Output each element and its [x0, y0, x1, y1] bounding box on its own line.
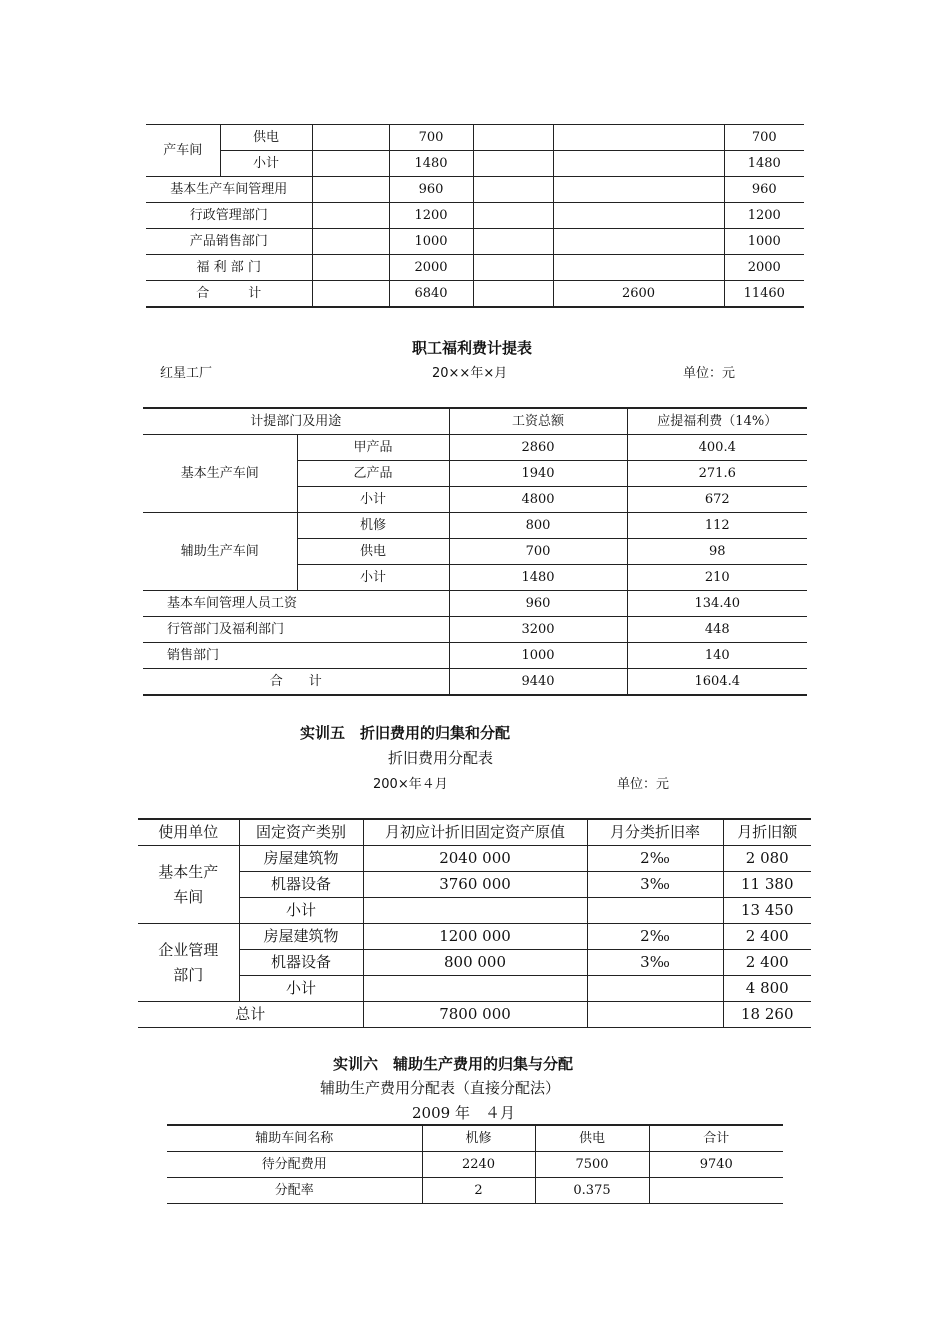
column-header: 供电 [535, 1125, 649, 1152]
table-row [146, 125, 804, 151]
row-label: 销售部门 [143, 643, 449, 669]
group-label-line: 部门 [173, 965, 204, 984]
depreciation-unit: 单位：元 [617, 777, 670, 792]
category-cell: 机器设备 [239, 872, 363, 898]
table-row [146, 177, 804, 203]
cell [553, 177, 724, 203]
cell: 1200 [389, 203, 473, 229]
fee-cell: 112 [627, 513, 807, 539]
company-name: 红星工厂 [160, 366, 213, 381]
row-label: 福 利 部 门 [146, 255, 312, 281]
auxiliary-date: 2009 年 ４月 [412, 1104, 515, 1122]
section-title-5: 实训五 折旧费用的归集和分配 [300, 724, 511, 742]
row-label: 供电 [220, 125, 312, 151]
cell: 2000 [724, 255, 804, 281]
table-row [167, 1152, 783, 1178]
cell [312, 255, 389, 281]
table-header-row [167, 1125, 783, 1152]
table-row [138, 950, 811, 976]
auxiliary-table-title: 辅助生产费用分配表（直接分配法） [320, 1079, 561, 1097]
table-row [138, 846, 811, 872]
auxiliary-allocation-table [167, 1124, 783, 1204]
allocation-table-continued [146, 124, 804, 308]
cell [553, 229, 724, 255]
fee-cell: 210 [627, 565, 807, 591]
row-label: 行管部门及福利部门 [143, 617, 449, 643]
wage-cell: 4800 [449, 487, 627, 513]
group-label-line: 基本生产 [158, 862, 219, 881]
welfare-table-title: 职工福利费计提表 [412, 339, 533, 357]
row-label: 基本生产车间管理用 [146, 177, 312, 203]
section-title-6: 实训六 辅助生产费用的归集与分配 [333, 1055, 574, 1073]
fee-cell: 1604.4 [627, 669, 807, 696]
wage-cell: 800 [449, 513, 627, 539]
column-header: 合计 [649, 1125, 783, 1152]
column-header: 月初应计折旧固定资产原值 [363, 819, 587, 846]
rate-cell [587, 1002, 723, 1028]
column-header: 工资总额 [449, 408, 627, 435]
cell [312, 203, 389, 229]
wage-cell: 1480 [449, 565, 627, 591]
cell [312, 177, 389, 203]
fee-cell: 448 [627, 617, 807, 643]
rate-cell: 2‰ [587, 924, 723, 950]
cell [649, 1178, 783, 1204]
category-cell: 机器设备 [239, 950, 363, 976]
table-total-row [143, 669, 807, 696]
column-header: 辅助车间名称 [167, 1125, 422, 1152]
value-cell: 2040 000 [363, 846, 587, 872]
amount-cell: 2 400 [723, 950, 811, 976]
category-cell: 房屋建筑物 [239, 846, 363, 872]
row-label: 行政管理部门 [146, 203, 312, 229]
item-cell: 乙产品 [297, 461, 449, 487]
cell: 2000 [389, 255, 473, 281]
table-row [146, 203, 804, 229]
value-cell: 1200 000 [363, 924, 587, 950]
cell [473, 281, 553, 308]
fee-cell: 271.6 [627, 461, 807, 487]
item-cell: 甲产品 [297, 435, 449, 461]
column-header: 计提部门及用途 [143, 408, 449, 435]
table-row [143, 643, 807, 669]
column-header: 固定资产类别 [239, 819, 363, 846]
cell [473, 255, 553, 281]
cell: 2240 [422, 1152, 535, 1178]
cell: 0.375 [535, 1178, 649, 1204]
cell [473, 203, 553, 229]
welfare-unit: 单位：元 [683, 366, 736, 381]
group-label: 辅助生产车间 [143, 513, 297, 591]
category-cell: 小计 [239, 976, 363, 1002]
value-cell: 800 000 [363, 950, 587, 976]
category-cell: 小计 [239, 898, 363, 924]
wage-cell: 1000 [449, 643, 627, 669]
welfare-table [143, 407, 807, 696]
value-cell [363, 976, 587, 1002]
cell [473, 125, 553, 151]
group-label: 基本生产车间 [143, 435, 297, 513]
rate-cell [587, 898, 723, 924]
column-header: 应提福利费（14%） [627, 408, 807, 435]
table-row [143, 591, 807, 617]
cell: 6840 [389, 281, 473, 308]
row-label: 基本车间管理人员工资 [143, 591, 449, 617]
row-label: 小计 [220, 151, 312, 177]
rate-cell: 3‰ [587, 872, 723, 898]
table-row [143, 435, 807, 461]
row-label: 分配率 [167, 1178, 422, 1204]
depreciation-table [138, 818, 811, 1028]
wage-cell: 700 [449, 539, 627, 565]
table-total-row [146, 281, 804, 308]
table-row [138, 924, 811, 950]
cell: 1480 [389, 151, 473, 177]
category-cell: 房屋建筑物 [239, 924, 363, 950]
item-cell: 机修 [297, 513, 449, 539]
item-cell: 小计 [297, 487, 449, 513]
group-label [138, 924, 239, 1002]
cell: 960 [724, 177, 804, 203]
cell: 9740 [649, 1152, 783, 1178]
welfare-date: 20××年×月 [432, 366, 508, 381]
table-row [138, 898, 811, 924]
row-label: 待分配费用 [167, 1152, 422, 1178]
cell: 700 [389, 125, 473, 151]
cell [553, 125, 724, 151]
amount-cell: 2 400 [723, 924, 811, 950]
table-header-row [138, 819, 811, 846]
cell: 700 [724, 125, 804, 151]
amount-cell: 13 450 [723, 898, 811, 924]
fee-cell: 134.40 [627, 591, 807, 617]
cell: 7500 [535, 1152, 649, 1178]
cell [553, 255, 724, 281]
amount-cell: 11 380 [723, 872, 811, 898]
rate-cell: 3‰ [587, 950, 723, 976]
rate-cell: 2‰ [587, 846, 723, 872]
cell: 2 [422, 1178, 535, 1204]
amount-cell: 4 800 [723, 976, 811, 1002]
table-row [146, 255, 804, 281]
value-cell [363, 898, 587, 924]
wage-cell: 1940 [449, 461, 627, 487]
item-cell: 小计 [297, 565, 449, 591]
fee-cell: 400.4 [627, 435, 807, 461]
fee-cell: 98 [627, 539, 807, 565]
table-header-row [143, 408, 807, 435]
cell [473, 151, 553, 177]
value-cell: 3760 000 [363, 872, 587, 898]
value-cell: 7800 000 [363, 1002, 587, 1028]
wage-cell: 2860 [449, 435, 627, 461]
rate-cell [587, 976, 723, 1002]
column-header: 使用单位 [138, 819, 239, 846]
depreciation-table-title: 折旧费用分配表 [388, 749, 494, 767]
amount-cell: 18 260 [723, 1002, 811, 1028]
group-label [138, 846, 239, 924]
cell: 1000 [389, 229, 473, 255]
wage-cell: 960 [449, 591, 627, 617]
depreciation-date: 200×年４月 [373, 777, 448, 792]
row-label: 产品销售部门 [146, 229, 312, 255]
total-label: 合 计 [146, 281, 312, 308]
row-group-label: 产车间 [146, 125, 220, 177]
wage-cell: 3200 [449, 617, 627, 643]
wage-cell: 9440 [449, 669, 627, 696]
amount-cell: 2 080 [723, 846, 811, 872]
table-row [146, 151, 804, 177]
cell: 960 [389, 177, 473, 203]
item-cell: 供电 [297, 539, 449, 565]
fee-cell: 140 [627, 643, 807, 669]
column-header: 机修 [422, 1125, 535, 1152]
total-label: 合 计 [143, 669, 449, 696]
cell [312, 281, 389, 308]
cell [312, 125, 389, 151]
cell [312, 229, 389, 255]
cell: 1000 [724, 229, 804, 255]
cell: 2600 [553, 281, 724, 308]
table-total-row [138, 1002, 811, 1028]
table-row [143, 513, 807, 539]
cell [312, 151, 389, 177]
table-row [138, 976, 811, 1002]
column-header: 月分类折旧率 [587, 819, 723, 846]
table-row [167, 1178, 783, 1204]
cell: 1200 [724, 203, 804, 229]
column-header: 月折旧额 [723, 819, 811, 846]
cell: 11460 [724, 281, 804, 308]
total-label: 总计 [138, 1002, 363, 1028]
table-row [138, 872, 811, 898]
cell [553, 203, 724, 229]
group-label-line: 企业管理 [158, 940, 219, 959]
table-row [146, 229, 804, 255]
cell [473, 229, 553, 255]
cell [473, 177, 553, 203]
cell [553, 151, 724, 177]
group-label-line: 车间 [173, 887, 204, 906]
table-row [143, 617, 807, 643]
fee-cell: 672 [627, 487, 807, 513]
cell: 1480 [724, 151, 804, 177]
